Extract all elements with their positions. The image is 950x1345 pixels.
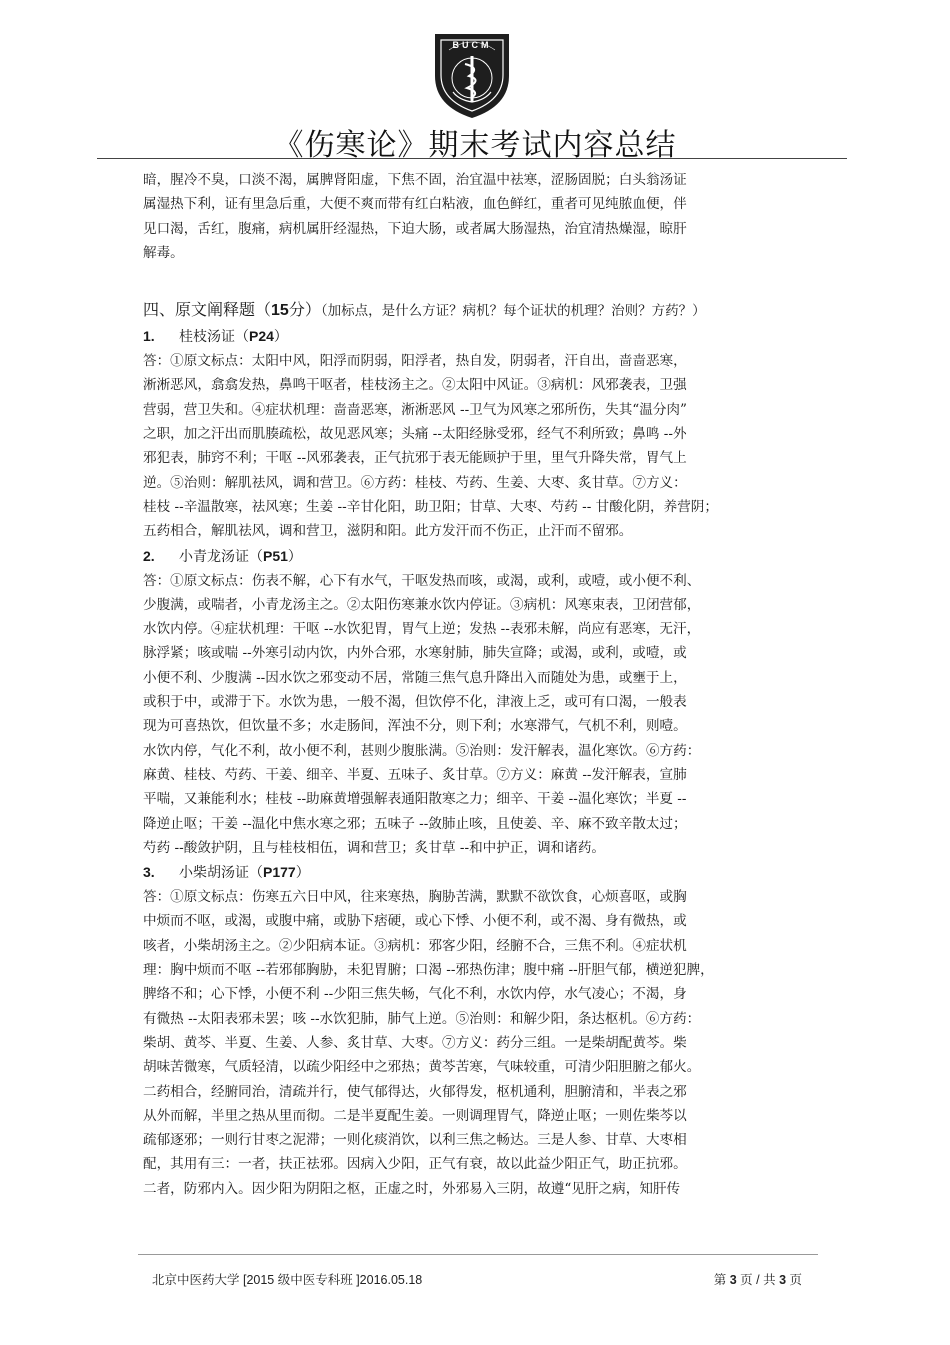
text-line: 五药相合，解肌祛风，调和营卫，滋阴和阳。此方发汗而不伤正，止汗而不留邪。: [143, 523, 633, 540]
page-mid: 页 / 共: [736, 1273, 780, 1287]
page-prefix: 第: [713, 1273, 730, 1287]
question-item: [143, 860, 813, 1201]
page-footer: [152, 1270, 802, 1288]
text-line: 脉浮紧；咳或喘 --外寒引动内饮，内外合邪，水寒射肺，肺失宣降；或渴，或利，或噎，或: [143, 645, 687, 662]
text-line: 二者，防邪内入。因少阳为阴阳之枢，正虚之时，外邪易入三阴，故遵“见肝之病，知肝传: [143, 1180, 681, 1197]
text-line: 邪犯表，肺窍不利；干呕 --风邪袭表，正气抗邪于表无能顾护于里，里气升降失常，胃气上: [143, 450, 687, 467]
text-line: 见口渴，舌红，腹痛，病机属肝经湿热，下迫大肠，或者属大肠湿热，治宜清热燥湿，晾肝: [143, 220, 687, 237]
intro-paragraph: [143, 168, 813, 265]
document-body: [143, 168, 813, 1201]
item-close: ）: [273, 329, 288, 346]
section-note: （加标点，是什么方证？病机？每个证状的机理？治则？方药？）: [320, 303, 706, 320]
university-logo: [429, 28, 515, 122]
footer-source: 北京中医药大学 [2015 级中医专科班 ]2016.05.18: [152, 1273, 423, 1287]
page-current: 3: [729, 1273, 737, 1287]
text-line: 脾络不和；心下悸，小便不利 --少阳三焦失畅，气化不利，水饮内停，水气凌心；不渴，身: [143, 986, 687, 1003]
title-divider: [97, 158, 847, 159]
text-line: 从外而解，半里之热从里而彻。二是半夏配生姜。一则调理胃气，降逆止呕；一则佐柴芩以: [143, 1107, 687, 1124]
text-line: 答：①原文标点：太阳中风，阳浮而阴弱，阳浮者，热自发，阴弱者，汗自出，啬啬恶寒，: [143, 353, 687, 370]
text-line: 理：胸中烦而不呕 --若邪郁胸胁，未犯胃腑；口渴 --邪热伤津；腹中痛 --肝胆气郁，横逆犯脾，: [143, 962, 714, 979]
section-title-a: 四、原文阐释题（: [143, 300, 272, 320]
page-total: 3: [779, 1273, 787, 1287]
text-line: 二药相合，经腑同治，清疏并行，使气郁得达，火郁得发，枢机通利，胆腑清和，半表之邪: [143, 1083, 687, 1100]
text-line: 疏郁逐邪；一则行甘枣之泥滞；一则化痰消饮，以利三焦之畅达。三是人参、甘草、大枣相: [143, 1132, 687, 1149]
question-item: [143, 544, 813, 861]
text-line: 中烦而不呕，或渴，或腹中痛，或胁下痞硬，或心下悸、小便不利，或不渴、身有微热，或: [143, 913, 687, 930]
item-close: ）: [295, 865, 310, 882]
text-line: 平喘，又兼能利水；桂枝 --助麻黄增强解表通阳散寒之力；细辛、干姜 --温化寒饮；半夏 --: [143, 791, 687, 808]
text-line: 淅淅恶风，翕翕发热，鼻鸣干呕者，桂枝汤主之。②太阳中风证。③病机：风邪袭表，卫强: [143, 377, 687, 394]
text-line: 小便不利、少腹满 --因水饮之邪变动不居，常随三焦气息升降出入而随处为患，或壅于上，: [143, 669, 687, 686]
text-line: 水饮内停。④症状机理：干呕 --水饮犯胃，胃气上逆；发热 --表邪未解，尚应有恶寒，无汗，: [143, 621, 701, 638]
text-line: 答：①原文标点：伤寒五六日中风，往来寒热，胸胁苦满，默默不欲饮食，心烦喜呕，或胸: [143, 889, 687, 906]
item-number: 2.: [143, 547, 155, 564]
item-page-ref: P24: [249, 328, 274, 345]
item-heading: [143, 860, 813, 885]
text-line: 水饮内停，气化不利，故小便不利，甚则少腹胀满。⑤治则：发汗解表，温化寒饮。⑥方药：: [143, 742, 701, 759]
section-score: 15: [271, 302, 289, 320]
text-line: 逆。⑤治则：解肌祛风，调和营卫。⑥方药：桂枝、芍药、生姜、大枣、炙甘草。⑦方义：: [143, 474, 687, 491]
text-line: 降逆止呕；干姜 --温化中焦水寒之邪；五味子 --敛肺止咳，且使姜、辛、麻不致辛散太过；: [143, 815, 687, 832]
text-line: 桂枝 --辛温散寒，祛风寒；生姜 --辛甘化阳，助卫阳；甘草、大枣、芍药 -- 甘酸化阴，养营阴；: [143, 498, 718, 515]
item-page-ref: P177: [263, 864, 296, 881]
item-name: 桂枝汤证（: [179, 329, 249, 346]
text-line: 之职，加之汗出而肌腠疏松，故见恶风寒；头痛 --太阳经脉受邪，经气不利所致；鼻鸣 --外: [143, 426, 687, 443]
logo-lettering: BUCM: [452, 40, 492, 50]
page-title: 《伤寒论》期末考试内容总结: [273, 128, 677, 163]
item-name: 小青龙汤证（: [179, 548, 263, 565]
text-line: 暗，腥冷不臭，口淡不渴，属脾肾阳虚，下焦不固，治宜温中祛寒，涩肠固脱；白头翁汤证: [143, 172, 687, 188]
item-number: 3.: [143, 864, 155, 881]
text-line: 少腹满，或喘者，小青龙汤主之。②太阳伤寒兼水饮内停证。③病机：风寒束表，卫闭营郁，: [143, 596, 701, 613]
text-line: 咳者，小柴胡汤主之。②少阳病本证。③病机：邪客少阳，经腑不合，三焦不利。④症状机: [143, 937, 687, 954]
text-line: 芍药 --酸敛护阴，且与桂枝相伍，调和营卫；炙甘草 --和中护正，调和诸药。: [143, 839, 606, 856]
section-heading: [143, 296, 813, 324]
question-item: [143, 324, 813, 543]
text-line: 胡味苦微寒，气质轻清，以疏少阳经中之邪热；黄芩苦寒，气味较重，可清少阳胆腑之郁火。: [143, 1059, 701, 1076]
page-suffix: 页: [786, 1273, 802, 1287]
text-line: 麻黄、桂枝、芍药、干姜、细辛、半夏、五味子、炙甘草。⑦方义：麻黄 --发汗解表，宣肺: [143, 766, 687, 783]
item-heading: [143, 544, 813, 569]
item-page-ref: P51: [263, 547, 288, 564]
footer-divider: [138, 1254, 818, 1255]
section-title-b: 分）: [288, 300, 321, 320]
item-heading: [143, 324, 813, 349]
text-line: 现为可喜热饮，但饮量不多；水走肠间，浑浊不分，则下利；水寒滞气，气机不利，则噎。: [143, 718, 687, 735]
text-line: 答：①原文标点：伤表不解，心下有水气，干呕发热而咳，或渴，或利，或噎，或小便不利、: [143, 572, 701, 589]
text-line: 有微热 --太阳表邪未罢；咳 --水饮犯肺，肺气上逆。⑤治则：和解少阳，条达枢机。⑥方药：: [143, 1010, 701, 1027]
text-line: 解毒。: [143, 244, 184, 261]
text-line: 配，其用有三：一者，扶正祛邪。因病入少阳，正气有衰，故以此益少阳正气，助正抗邪。: [143, 1156, 687, 1173]
page-indicator: [714, 1270, 802, 1288]
item-number: 1.: [143, 328, 155, 345]
item-name: 小柴胡汤证（: [179, 865, 263, 882]
text-line: 或积于中，或滞于下。水饮为患，一般不渴，但饮停不化，津液上乏，或可有口渴，一般表: [143, 694, 687, 711]
item-close: ）: [287, 548, 302, 565]
text-line: 营弱，营卫失和。④症状机理：啬啬恶寒，淅淅恶风 --卫气为风寒之邪所伤，失其“温分肉”: [143, 401, 687, 418]
text-line: 柴胡、黄芩、半夏、生姜、人参、炙甘草、大枣。⑦方义：药分三组。一是柴胡配黄芩。柴: [143, 1034, 687, 1051]
text-line: 属湿热下利，证有里急后重，大便不爽而带有红白粘液，血色鲜红，重者可见纯脓血便，伴: [143, 196, 687, 213]
